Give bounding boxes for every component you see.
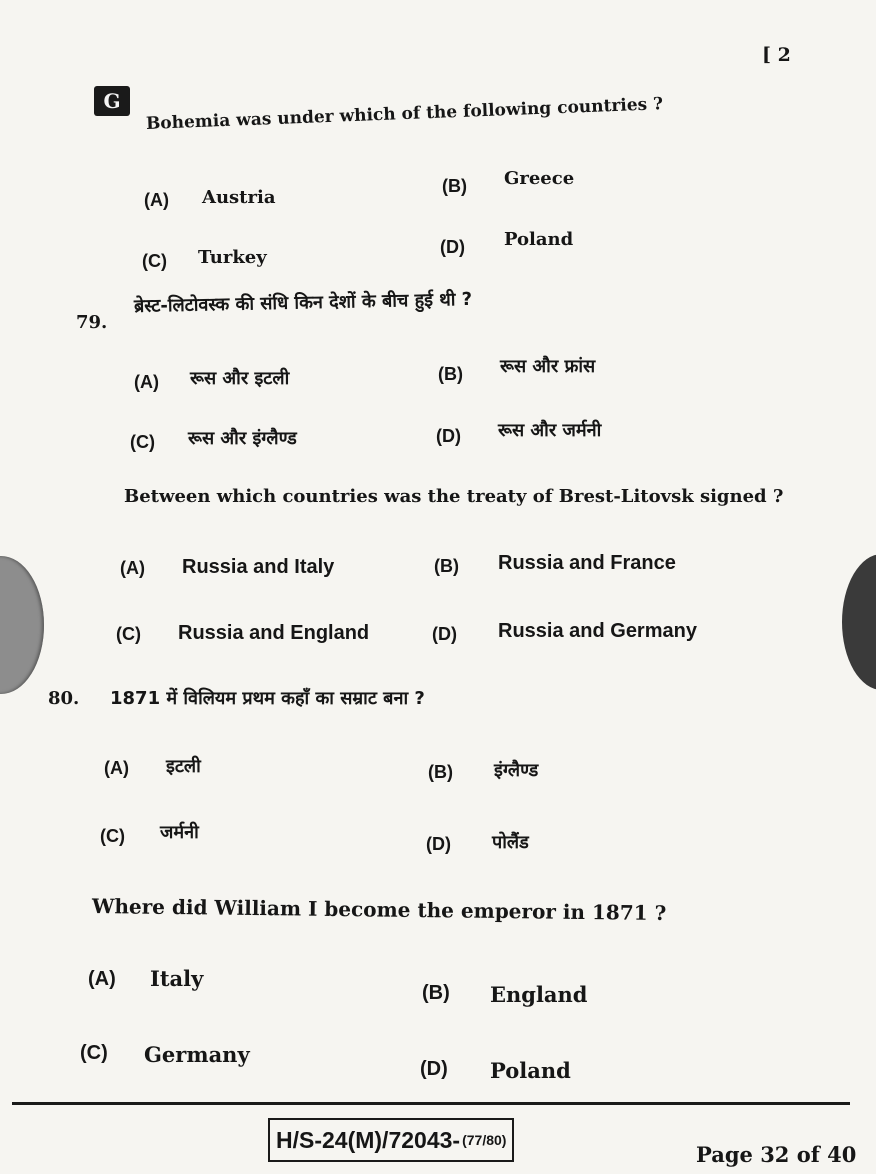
q79-en-option-b-text: Russia and France — [498, 552, 676, 574]
booklet-series-badge: G — [94, 86, 130, 116]
q80-hi-option-d-letter: (D) — [426, 834, 451, 854]
q80-en-option-a-letter: (A) — [88, 968, 116, 990]
footer-divider — [12, 1102, 850, 1105]
q78-option-b-letter: (B) — [442, 176, 467, 196]
q79-hi-option-b-text: रूस और फ्रांस — [500, 356, 596, 377]
q79-en-option-a-letter: (A) — [120, 558, 145, 578]
q79-en-option-c-text: Russia and England — [178, 622, 370, 644]
q79-hi-option-b-letter: (B) — [438, 364, 463, 384]
q79-hi-option-a-text: रूस और इटली — [190, 368, 290, 389]
q78-option-c-text: Turkey — [198, 247, 267, 268]
q79-question-en: Between which countries was the treaty of Brest-Litovsk signed ? — [124, 486, 784, 507]
paper-code-box — [268, 1118, 514, 1162]
q80-question-hi: 1871 में विलियम प्रथम कहाँ का सम्राट बना ? — [110, 688, 425, 709]
q80-hi-option-d-text: पोलैंड — [492, 832, 529, 853]
q78-option-a-text: Austria — [202, 187, 276, 208]
q79-hi-option-a-letter: (A) — [134, 372, 159, 392]
q80-en-option-d-letter: (D) — [420, 1058, 448, 1080]
q79-hi-option-d-text: रूस और जर्मनी — [498, 420, 602, 441]
q79-en-option-a-text: Russia and Italy — [182, 556, 335, 578]
q80-en-option-c-letter: (C) — [80, 1042, 108, 1064]
q80-hi-option-a-text: इटली — [166, 756, 201, 777]
q80-en-option-b-text: England — [490, 982, 588, 1007]
q78-option-a-letter: (A) — [144, 190, 169, 210]
q80-en-option-d-text: Poland — [490, 1058, 571, 1083]
q80-hi-option-c-text: जर्मनी — [160, 822, 199, 843]
q80-en-option-c-text: Germany — [144, 1042, 250, 1067]
q80-hi-option-a-letter: (A) — [104, 758, 129, 778]
q78-question-en: Bohemia was under which of the following countries ? — [145, 94, 664, 134]
q80-hi-option-c-letter: (C) — [100, 826, 125, 846]
q79-hi-option-d-letter: (D) — [436, 426, 461, 446]
q79-question-hi: ब्रेस्ट-लिटोवस्क की संधि किन देशों के बीच हुई थी ? — [133, 288, 473, 317]
q80-en-option-b-letter: (B) — [422, 982, 450, 1004]
paper-code-range: (77/80) — [462, 1132, 507, 1148]
q79-en-option-d-text: Russia and Germany — [498, 620, 697, 642]
q80-number: 80. — [48, 688, 80, 709]
q79-en-option-c-letter: (C) — [116, 624, 141, 644]
q78-option-d-letter: (D) — [440, 237, 465, 257]
q80-en-option-a-text: Italy — [150, 966, 204, 991]
punch-hole-right — [842, 554, 876, 690]
q80-hi-option-b-text: इंग्लैण्ड — [494, 760, 539, 781]
q78-option-b-text: Greece — [504, 168, 575, 189]
q79-hi-option-c-text: रूस और इंग्लैण्ड — [188, 428, 297, 449]
q79-hi-option-c-letter: (C) — [130, 432, 155, 452]
q79-number: 79. — [76, 312, 108, 333]
q80-hi-option-b-letter: (B) — [428, 762, 453, 782]
page-number: Page 32 of 40 — [696, 1142, 857, 1167]
q78-option-c-letter: (C) — [142, 251, 167, 271]
page-marker: [ 2 — [762, 44, 791, 66]
q79-en-option-b-letter: (B) — [434, 556, 459, 576]
q80-question-en: Where did William I become the emperor in 1871 ? — [91, 894, 667, 926]
q78-option-d-text: Poland — [504, 229, 574, 250]
punch-hole-left — [0, 556, 44, 694]
paper-code: H/S-24(M)/72043- — [276, 1126, 461, 1153]
q79-en-option-d-letter: (D) — [432, 624, 457, 644]
